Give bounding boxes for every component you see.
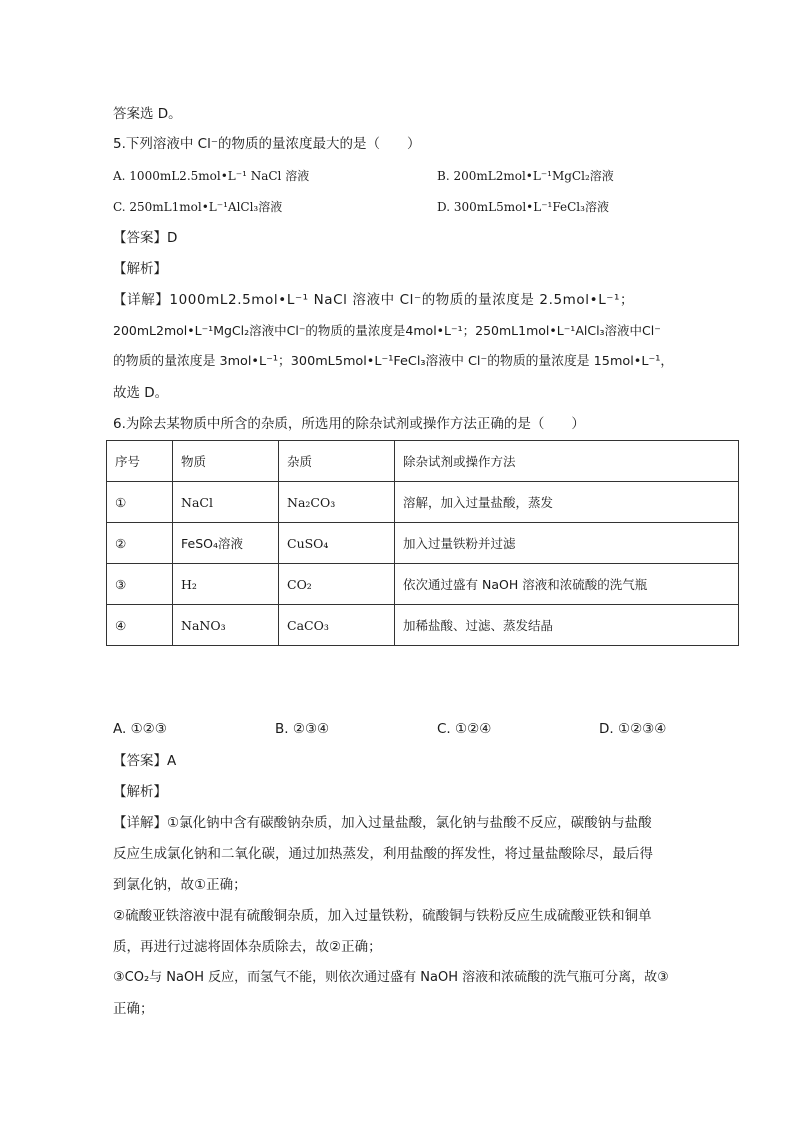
row-substance: NaCl	[173, 482, 279, 523]
row-substance: NaNO₃	[173, 605, 279, 646]
row-method: 加稀盐酸、过滤、蒸发结晶	[395, 605, 739, 646]
row-index: ②	[107, 523, 173, 564]
question-5-stem: 5.下列溶液中 Cl⁻的物质的量浓度最大的是（ ）	[113, 136, 421, 152]
row-index: ④	[107, 605, 173, 646]
q6-option-c: C. ①②④	[437, 721, 492, 737]
q5-option-d: D. 300mL5mol•L⁻¹FeCl₃溶液	[437, 200, 609, 214]
q6-detail-p3-line-1: ③CO₂与 NaOH 反应，而氢气不能，则依次通过盛有 NaOH 溶液和浓硫酸的洗气瓶可分离，故③	[113, 970, 669, 985]
q5-detail-line-1: 【详解】1000mL2.5mol•L⁻¹ NaCl 溶液中 Cl⁻的物质的量浓度是 2.5mol•L⁻¹；	[113, 292, 635, 308]
row-method: 依次通过盛有 NaOH 溶液和浓硫酸的洗气瓶	[395, 564, 739, 605]
q6-option-a: A. ①②③	[113, 721, 167, 737]
q6-detail-p1-line-1: 【详解】①氯化钠中含有碳酸钠杂质，加入过量盐酸，氯化钠与盐酸不反应，碳酸钠与盐酸	[113, 815, 652, 831]
header-impurity: 杂质	[279, 441, 395, 482]
row-impurity: CO₂	[279, 564, 395, 605]
question-6-stem: 6.为除去某物质中所含的杂质，所选用的除杂试剂或操作方法正确的是（ ）	[113, 416, 585, 432]
row-method: 加入过量铁粉并过滤	[395, 523, 739, 564]
q6-option-b: B. ②③④	[275, 721, 330, 737]
q6-detail-p1-line-2: 反应生成氯化钠和二氧化碳，通过加热蒸发，利用盐酸的挥发性，将过量盐酸除尽，最后得	[113, 846, 653, 862]
header-index: 序号	[107, 441, 173, 482]
row-impurity: CuSO₄	[279, 523, 395, 564]
header-method: 除杂试剂或操作方法	[395, 441, 739, 482]
q5-answer: 【答案】D	[113, 230, 178, 246]
q6-detail-p3-line-2: 正确；	[113, 1001, 154, 1017]
previous-answer: 答案选 D。	[113, 106, 182, 122]
q6-detail-p1-line-3: 到氯化钠，故①正确；	[113, 877, 247, 893]
q5-detail-line-3: 的物质的量浓度是 3mol•L⁻¹；300mL5mol•L⁻¹FeCl₃溶液中 Cl⁻的物质的量浓度是 15mol•L⁻¹，	[113, 354, 674, 369]
q6-detail-p2-line-1: ②硫酸亚铁溶液中混有硫酸铜杂质，加入过量铁粉，硫酸铜与铁粉反应生成硫酸亚铁和铜单	[113, 908, 652, 924]
table-row	[107, 564, 739, 605]
row-substance: H₂	[173, 564, 279, 605]
row-impurity: Na₂CO₃	[279, 482, 395, 523]
q5-detail-line-2: 200mL2mol•L⁻¹MgCl₂溶液中Cl⁻的物质的量浓度是4mol•L⁻¹；250mL1mol•L⁻¹AlCl₃溶液中Cl⁻	[113, 323, 661, 338]
q5-detail-line-4: 故选 D。	[113, 385, 169, 401]
table-row	[107, 482, 739, 523]
q6-analysis-label: 【解析】	[113, 784, 167, 800]
q5-option-a: A. 1000mL2.5mol•L⁻¹ NaCl 溶液	[113, 169, 310, 183]
table-row	[107, 523, 739, 564]
row-impurity: CaCO₃	[279, 605, 395, 646]
row-substance: FeSO₄溶液	[173, 523, 279, 564]
header-substance: 物质	[173, 441, 279, 482]
row-index: ③	[107, 564, 173, 605]
row-method: 溶解，加入过量盐酸，蒸发	[395, 482, 739, 523]
impurity-table	[106, 440, 739, 646]
table-row	[107, 605, 739, 646]
table-header-row	[107, 441, 739, 482]
q6-option-d: D. ①②③④	[599, 721, 667, 737]
row-index: ①	[107, 482, 173, 523]
q5-analysis-label: 【解析】	[113, 261, 167, 277]
q5-option-b: B. 200mL2mol•L⁻¹MgCl₂溶液	[437, 169, 614, 183]
q6-detail-p2-line-2: 质，再进行过滤将固体杂质除去，故②正确；	[113, 939, 382, 955]
q5-option-c: C. 250mL1mol•L⁻¹AlCl₃溶液	[113, 200, 283, 214]
q6-answer: 【答案】A	[113, 753, 177, 769]
